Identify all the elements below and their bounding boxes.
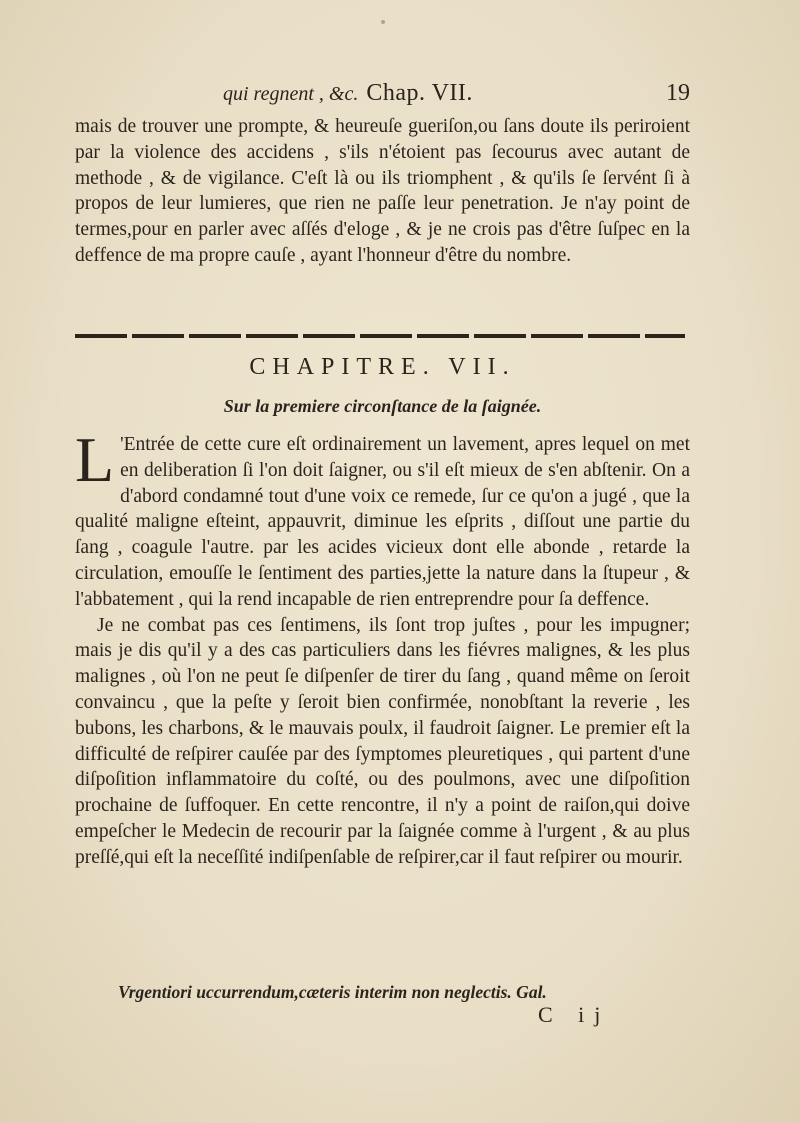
running-head-chapter: Chap. VII.	[366, 80, 473, 106]
paragraph-2: Je ne combat pas ces ſentimens, ils ſont trop juſtes , pour les impugner; mais je dis qu'il y a des cas particuliers dans les fiévres malignes, & les plus malignes , où l'on ne peut ſe diſpenſer de tirer du ſang , quand même on ſeroit convaincu , que la peſte y ſeroit bien confirmée, nonobſtant la reverie , les bubons, les charbons, & le mauvais poulx, il faudroit ſaigner. Le premier eſt la difficulté de reſpirer cauſée par des ſymptomes pleuretiques , qui partent d'une diſpoſition inflammatoire du coſté, ou des poulmons, avec une diſpoſition prochaine de ſuffoquer. En cette rencontre, il n'y a point de raiſon,qui doive empeſcher le Medecin de recourir par la ſaignée comme à l'urgent , & au plus preſſé,qui eſt la neceſſité indiſpenſable de reſpirer,car il faut reſpirer ou mourir.	[75, 614, 690, 868]
page-header	[75, 78, 690, 112]
main-text	[75, 424, 690, 871]
signature-mark: C ij	[538, 1002, 611, 1027]
ink-speck	[381, 20, 385, 24]
page-number: 19	[666, 80, 690, 106]
running-head	[223, 80, 473, 107]
paragraph-1-text: 'Entrée de cette cure eſt ordinairement un lavement, apres lequel on met en deliberation ſi l'on doit ſaigner, ou s'il eſt mieux de s'en abſtenir. On a d'abord condamné tout d'une voix ce remede, ſur ce qu'on a jugé , que la qualité maligne eſteint, appauvrit, diminue les eſprits , diſſout une partie du ſang , coagule l'autre. par les acides vicieux dont elle abonde , retarde la circulation, emouſſe le ſentiment des parties,jette la nature dans la ſtupeur , & l'abbatement , qui la rend incapable de rien entreprendre pour ſa deffence.	[75, 434, 690, 610]
ornamental-rule	[75, 334, 685, 338]
drop-cap: L	[75, 424, 115, 495]
paragraph-1	[75, 424, 690, 613]
top-paragraph: mais de trouver une prompte, & heureuſe gueriſon,ou ſans doute ils periroient par la violence des accidens , s'ils n'étoient pas ſecourus avec autant de methode , & de vigilance. C'eſt là ou ils triomphent , & qu'ils ſe ſervént ſi à propos de leur lumieres, que rien ne paſſe leur penetration. Je n'ay point de termes,pour en parler avec aſſés d'eloge , & je ne crois pas d'être ſuſpec en la deffence de ma propre cauſe , ayant l'honneur d'être du nombre.	[75, 116, 690, 266]
chapter-subtitle: Sur la premiere circonſtance de la ſaignée.	[223, 396, 542, 416]
chapter-title: CHAPITRE. VII.	[249, 354, 516, 380]
running-head-italic: qui regnent , &c.	[223, 83, 359, 105]
latin-quote: Vrgentiori uccurrendum,cæteris interim non neglectis. Gal.	[118, 982, 547, 1002]
